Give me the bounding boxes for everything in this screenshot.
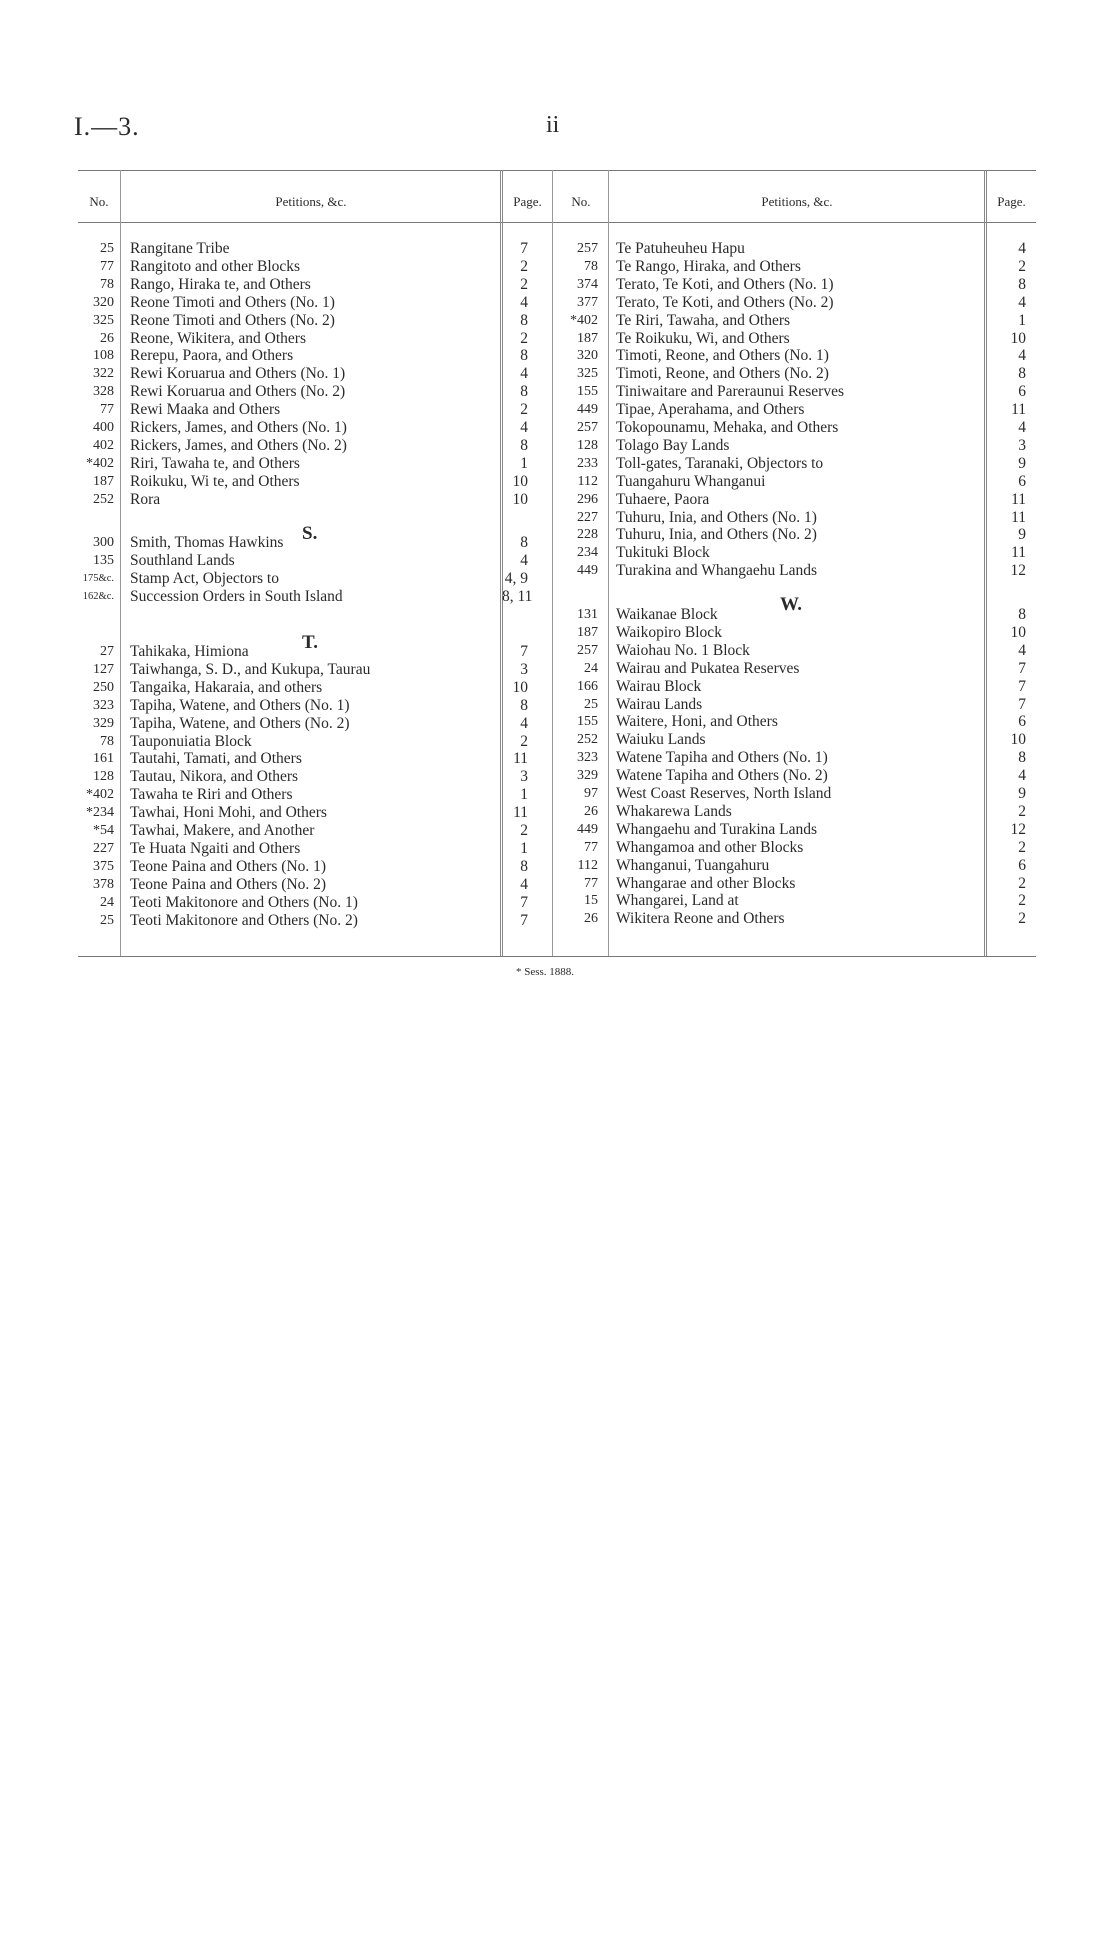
- petition-number: 187: [93, 473, 114, 489]
- petition-name: Teone Paina and Others (No. 2): [130, 875, 327, 893]
- page-reference: 4: [1018, 240, 1026, 257]
- series-label: I.—3.: [74, 112, 140, 141]
- petition-number: 78: [100, 733, 114, 749]
- petition-name: Wairau Lands: [616, 695, 703, 713]
- petition-name: Wairau Block: [616, 677, 702, 695]
- petition-number: 77: [584, 875, 598, 891]
- petition-name: Succession Orders in South Island: [130, 587, 343, 605]
- petition-number: 402: [93, 437, 114, 453]
- page-reference: 4: [520, 365, 528, 383]
- petition-name: Roikuku, Wi te, and Others: [130, 472, 300, 490]
- header-rule: [78, 222, 1036, 223]
- petition-number: 449: [577, 821, 598, 837]
- petition-number: 162&c.: [82, 590, 114, 602]
- petition-number: 322: [93, 366, 114, 382]
- petition-number: 323: [93, 697, 114, 713]
- petition-number: 234: [577, 545, 598, 561]
- page-reference: 3: [1018, 436, 1026, 454]
- petition-name: Rango, Hiraka te, and Others: [130, 275, 311, 293]
- page-number: ii: [546, 112, 560, 138]
- page-reference: 7: [520, 643, 528, 660]
- petition-number: 78: [100, 276, 114, 292]
- page-reference: 11: [1011, 490, 1026, 508]
- petition-number: 25: [100, 912, 114, 928]
- petition-name: Whangarae and other Blocks: [616, 874, 796, 892]
- page-reference: 1: [520, 839, 528, 857]
- page-reference: 2: [520, 329, 528, 347]
- petition-number: 377: [577, 294, 598, 310]
- petition-number: 112: [577, 857, 598, 873]
- section-heading-s: S.: [302, 523, 318, 544]
- petition-name: Te Rango, Hiraka, and Others: [616, 257, 801, 275]
- petition-number: 112: [577, 473, 598, 489]
- petition-name: Taiwhanga, S. D., and Kukupa, Taurau: [130, 660, 371, 678]
- page-reference: 10: [512, 472, 528, 490]
- page-reference: 8: [520, 311, 528, 329]
- petition-name: Tawaha te Riri and Others: [130, 786, 293, 804]
- petition-number: 400: [93, 420, 114, 435]
- petition-name: Tuhuru, Inia, and Others (No. 1): [616, 508, 817, 526]
- petition-number: 155: [577, 714, 598, 730]
- page-reference: 8: [520, 347, 528, 365]
- petition-number: 15: [584, 893, 598, 909]
- petition-name: Te Riri, Tawaha, and Others: [616, 311, 791, 329]
- petition-name: Waiuku Lands: [616, 731, 706, 749]
- petition-number: 250: [93, 679, 114, 695]
- petition-name: Reone Timoti and Others (No. 1): [130, 293, 335, 311]
- page-reference: 7: [520, 893, 528, 911]
- petition-number: 325: [93, 312, 114, 328]
- petition-name: Tapiha, Watene, and Others (No. 1): [130, 696, 350, 714]
- page-reference: 12: [1010, 820, 1026, 838]
- page-reference: 1: [520, 786, 528, 804]
- page-reference: 10: [512, 490, 528, 508]
- page-reference: 2: [1018, 910, 1026, 928]
- petition-number: 26: [584, 911, 598, 927]
- petition-name: Tawhai, Honi Mohi, and Others: [130, 804, 327, 822]
- page-reference: 11: [513, 750, 528, 768]
- petition-number: 77: [100, 258, 114, 274]
- page-reference: 6: [1018, 713, 1026, 731]
- page-reference: 2: [520, 822, 528, 839]
- petition-name: West Coast Reserves, North Island: [616, 785, 832, 802]
- petition-name: Whakarewa Lands: [616, 802, 732, 820]
- petition-name: Teoti Makitonore and Others (No. 1): [130, 893, 358, 911]
- petition-number: 227: [577, 509, 598, 525]
- petition-name: Tukituki Block: [616, 544, 710, 562]
- petition-number: 24: [584, 660, 598, 676]
- page-reference: 4: [1018, 641, 1026, 659]
- petition-name: Te Patuheuheu Hapu: [616, 240, 745, 257]
- petition-number: 175&c.: [82, 572, 114, 584]
- petition-number: 300: [93, 535, 114, 550]
- petition-name: Timoti, Reone, and Others (No. 1): [616, 347, 829, 365]
- page-reference: 11: [1011, 401, 1026, 419]
- page-reference: 2: [520, 401, 528, 419]
- bottom-rule: [78, 956, 1036, 957]
- page-reference: 10: [512, 678, 528, 696]
- petition-number: *402: [86, 455, 114, 471]
- petition-name: Rangitoto and other Blocks: [130, 257, 301, 275]
- page-reference: 7: [520, 240, 528, 257]
- petition-number: 296: [577, 491, 598, 507]
- column-header-petitions: Petitions, &c.: [275, 194, 347, 209]
- petition-number: 77: [100, 402, 114, 418]
- petition-number: 329: [93, 715, 114, 731]
- petition-name: Watene Tapiha and Others (No. 1): [616, 749, 828, 767]
- petition-name: Riri, Tawaha te, and Others: [130, 454, 300, 472]
- petition-number: 187: [577, 330, 598, 346]
- petitions-index-table: [78, 170, 1036, 956]
- petition-number: 378: [93, 876, 114, 892]
- page-reference: 4: [520, 419, 528, 436]
- page-reference: 8: [520, 436, 528, 454]
- page-reference: 9: [1018, 526, 1026, 544]
- petition-name: Reone, Wikitera, and Others: [130, 329, 306, 347]
- petition-number: 128: [93, 769, 114, 785]
- petition-name: Watene Tapiha and Others (No. 2): [616, 767, 828, 785]
- petition-name: Whangarei, Land at: [616, 892, 739, 910]
- petition-number: 25: [584, 696, 598, 712]
- column-header-petitions: Petitions, &c.: [761, 194, 833, 209]
- petition-name: Tautau, Nikora, and Others: [130, 768, 299, 786]
- page-reference: 8: [1018, 606, 1026, 623]
- page-reference: 7: [1018, 659, 1026, 677]
- page-reference: 2: [520, 257, 528, 275]
- petition-number: 449: [577, 402, 598, 418]
- petition-number: *402: [86, 787, 114, 803]
- petition-name: Rewi Maaka and Others: [130, 401, 281, 419]
- petition-name: Rangitane Tribe: [130, 240, 230, 257]
- petition-name: Tauponuiatia Block: [130, 732, 252, 750]
- petition-number: 187: [577, 624, 598, 640]
- petition-number: 26: [584, 803, 598, 819]
- petition-name: Te Huata Ngaiti and Others: [130, 839, 301, 857]
- page-reference: 9: [1018, 454, 1026, 472]
- page-reference: 4: [520, 875, 528, 893]
- page-reference: 2: [1018, 874, 1026, 892]
- page-reference: 4: [1018, 347, 1026, 365]
- petition-name: Tapiha, Watene, and Others (No. 2): [130, 714, 350, 732]
- page-reference: 7: [1018, 695, 1026, 713]
- petition-number: 128: [577, 437, 598, 453]
- petition-number: 228: [577, 527, 598, 543]
- petition-number: 78: [584, 258, 598, 274]
- page-reference: 11: [1011, 508, 1026, 526]
- petition-number: 161: [93, 751, 114, 767]
- petition-number: 166: [577, 678, 598, 694]
- page-reference: 1: [520, 454, 528, 472]
- petition-name: Tawhai, Makere, and Another: [130, 822, 315, 839]
- page-reference: 3: [520, 660, 528, 678]
- petition-name: Tangaika, Hakaraia, and others: [130, 678, 323, 696]
- petition-name: Turakina and Whangaehu Lands: [616, 562, 818, 580]
- column-header-page: Page.: [513, 194, 542, 209]
- petition-name: Tuangahuru Whanganui: [616, 472, 766, 490]
- column-divider: [552, 170, 553, 956]
- page-reference: 10: [1010, 731, 1026, 749]
- petition-number: 375: [93, 858, 114, 874]
- petition-number: 131: [577, 607, 598, 622]
- petition-number: 25: [100, 241, 114, 256]
- page-reference: 8: [520, 857, 528, 875]
- column-divider: [608, 170, 609, 956]
- petition-number: 155: [577, 384, 598, 400]
- petition-name: Tuhuru, Inia, and Others (No. 2): [616, 526, 817, 544]
- page-reference: 4: [520, 551, 528, 569]
- page-reference: 3: [520, 768, 528, 786]
- petition-name: Tuhaere, Paora: [616, 490, 710, 508]
- page-reference: 7: [520, 911, 528, 929]
- petition-number: 320: [93, 294, 114, 310]
- page-reference: 2: [1018, 257, 1026, 275]
- petition-number: 257: [577, 642, 598, 658]
- petition-number: 328: [93, 384, 114, 400]
- petition-name: Whanganui, Tuangahuru: [616, 856, 770, 874]
- petition-number: 26: [100, 330, 114, 346]
- petition-number: 227: [93, 840, 114, 856]
- petition-name: Stamp Act, Objectors to: [130, 569, 279, 587]
- petition-name: Rickers, James, and Others (No. 1): [130, 419, 347, 436]
- page-reference: 4: [520, 293, 528, 311]
- page-reference: 6: [1018, 383, 1026, 401]
- petition-number: 325: [577, 366, 598, 382]
- page-reference: 2: [520, 275, 528, 293]
- petition-name: Wikitera Reone and Others: [616, 910, 785, 928]
- page-reference: 2: [520, 732, 528, 750]
- page-reference: 12: [1010, 562, 1026, 580]
- page-reference: 6: [1018, 472, 1026, 490]
- page-reference: 8: [520, 383, 528, 401]
- petition-name: Tautahi, Tamati, and Others: [130, 750, 302, 768]
- petition-name: Teone Paina and Others (No. 1): [130, 857, 327, 875]
- petition-name: Rewi Koruarua and Others (No. 1): [130, 365, 346, 383]
- petition-number: *402: [570, 312, 598, 328]
- section-heading-t: T.: [302, 632, 319, 653]
- page-reference: 2: [1018, 892, 1026, 910]
- column-header-page: Page.: [997, 194, 1026, 209]
- page-reference: 4: [1018, 419, 1026, 436]
- page-reference: 10: [1010, 329, 1026, 347]
- page-reference: 9: [1018, 785, 1026, 802]
- petition-name: Teoti Makitonore and Others (No. 2): [130, 911, 358, 929]
- petition-number: 97: [584, 786, 598, 801]
- page-reference: 4: [520, 714, 528, 732]
- petition-number: 252: [93, 491, 114, 507]
- petition-number: 374: [577, 276, 598, 292]
- petition-name: Waikopiro Block: [616, 623, 722, 641]
- petition-name: Te Roikuku, Wi, and Others: [616, 329, 790, 347]
- page-reference: 4: [1018, 767, 1026, 785]
- page-reference: 6: [1018, 856, 1026, 874]
- page-reference: 2: [1018, 802, 1026, 820]
- petition-name: Terato, Te Koti, and Others (No. 1): [616, 275, 834, 293]
- petition-number: *54: [93, 823, 114, 838]
- page-reference: 4, 9: [504, 569, 528, 587]
- petition-number: 323: [577, 750, 598, 766]
- petition-number: *234: [86, 805, 114, 821]
- page-reference: 7: [1018, 677, 1026, 695]
- petition-name: Terato, Te Koti, and Others (No. 2): [616, 293, 834, 311]
- page-reference: 8: [520, 534, 528, 551]
- petition-number: 329: [577, 768, 598, 784]
- column-header-no: No.: [571, 194, 591, 209]
- page-reference: 11: [1011, 544, 1026, 562]
- page-reference: 11: [513, 804, 528, 822]
- petition-name: Tipae, Aperahama, and Others: [616, 401, 805, 419]
- page-reference: 8: [1018, 365, 1026, 383]
- column-divider: [984, 170, 987, 956]
- petition-name: Reone Timoti and Others (No. 2): [130, 311, 335, 329]
- page-reference: 8: [1018, 275, 1026, 293]
- petition-number: 127: [93, 661, 114, 677]
- petition-name: Waiohau No. 1 Block: [616, 641, 750, 659]
- page-reference: 1: [1018, 311, 1026, 329]
- petition-number: 77: [584, 839, 598, 855]
- page-reference: 2: [1018, 838, 1026, 856]
- petition-name: Smith, Thomas Hawkins: [130, 534, 284, 551]
- petition-number: 24: [100, 894, 114, 910]
- footnote: * Sess. 1888.: [516, 966, 575, 978]
- petition-name: Whangaehu and Turakina Lands: [616, 820, 818, 838]
- petition-number: 449: [577, 563, 598, 579]
- section-heading-w: W.: [780, 594, 803, 615]
- petition-name: Rerepu, Paora, and Others: [130, 347, 294, 365]
- petition-number: 252: [577, 732, 598, 748]
- petition-name: Timoti, Reone, and Others (No. 2): [616, 365, 829, 383]
- petition-name: Waikanae Block: [616, 606, 718, 623]
- petition-name: Whangamoa and other Blocks: [616, 838, 804, 856]
- petition-name: Toll-gates, Taranaki, Objectors to: [616, 454, 824, 472]
- petition-name: Tahikaka, Himiona: [130, 643, 249, 660]
- top-rule: [78, 170, 1036, 171]
- petition-number: 257: [577, 420, 598, 435]
- petition-name: Tokopounamu, Mehaka, and Others: [616, 419, 839, 436]
- column-divider: [120, 170, 121, 956]
- page-reference: 8: [520, 696, 528, 714]
- petition-number: 27: [100, 644, 114, 659]
- page-reference: 4: [1018, 293, 1026, 311]
- page-reference: 8: [1018, 749, 1026, 767]
- petition-number: 233: [577, 455, 598, 471]
- petition-name: Waitere, Honi, and Others: [616, 713, 778, 731]
- petition-name: Rewi Koruarua and Others (No. 2): [130, 383, 346, 401]
- column-header-no: No.: [89, 194, 109, 209]
- petition-number: 320: [577, 348, 598, 364]
- petition-name: Tiniwaitare and Pareraunui Reserves: [616, 383, 844, 401]
- page-reference: 10: [1010, 623, 1026, 641]
- petition-number: 135: [93, 552, 114, 568]
- petition-name: Rora: [130, 490, 161, 508]
- petition-name: Southland Lands: [130, 551, 235, 569]
- page-reference: 8, 11: [502, 587, 533, 605]
- petition-name: Tolago Bay Lands: [616, 436, 730, 454]
- petition-name: Wairau and Pukatea Reserves: [616, 659, 800, 677]
- petition-number: 108: [93, 348, 114, 364]
- petition-number: 257: [577, 241, 598, 256]
- petition-name: Rickers, James, and Others (No. 2): [130, 436, 347, 454]
